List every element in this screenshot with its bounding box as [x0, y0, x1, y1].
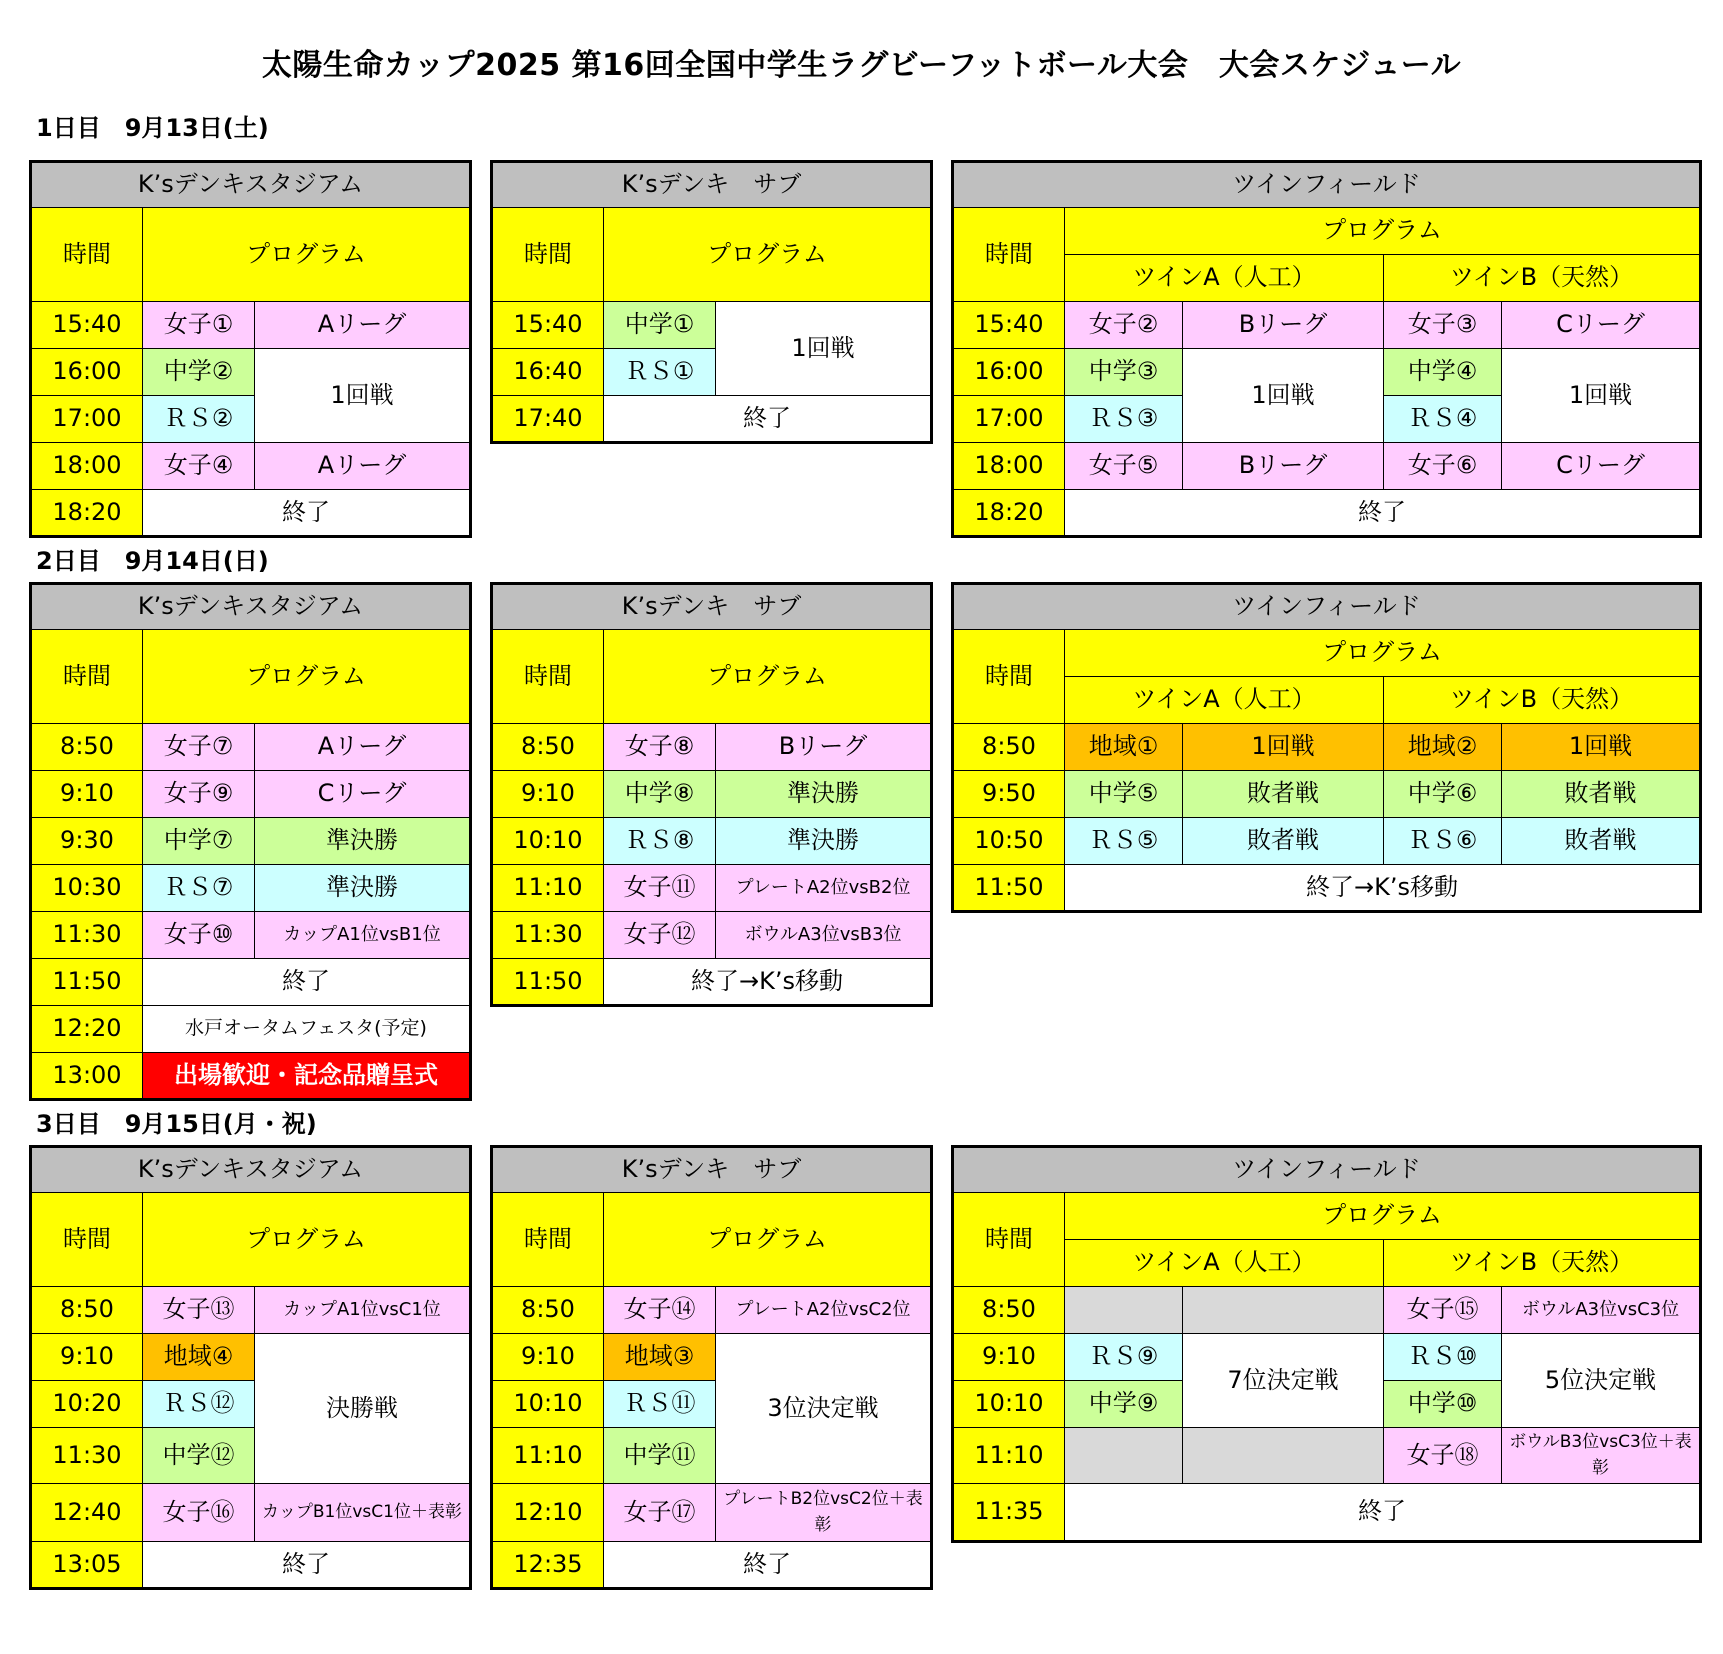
match-id: 女子⑮ — [1384, 1287, 1502, 1334]
match-id: 女子② — [1065, 302, 1183, 349]
time-cell: 18:20 — [31, 490, 143, 537]
match-desc: Cリーグ — [1502, 443, 1701, 490]
match-id: 女子⑯ — [143, 1484, 255, 1542]
time-cell: 15:40 — [31, 302, 143, 349]
match-desc: Bリーグ — [716, 724, 932, 771]
day3-stadium-table — [29, 1145, 472, 1590]
match-id: ＲＳ⑤ — [1065, 818, 1183, 865]
venue-header: K’sデンキ サブ — [492, 1147, 932, 1193]
twin-b-header: ツインB（天然） — [1384, 255, 1701, 302]
time-cell: 11:35 — [953, 1484, 1065, 1542]
match-id: ＲＳ⑧ — [604, 818, 716, 865]
match-desc: ボウルA3位vsB3位 — [716, 912, 932, 959]
time-cell: 18:00 — [31, 443, 143, 490]
match-id: ＲＳ⑪ — [604, 1381, 716, 1428]
time-cell: 16:00 — [31, 349, 143, 396]
end-cell: 終了→K’s移動 — [1065, 865, 1701, 912]
time-header: 時間 — [492, 630, 604, 724]
program-header: プログラム — [604, 630, 932, 724]
match-id: 女子⑱ — [1384, 1428, 1502, 1484]
match-id: ＲＳ⑥ — [1384, 818, 1502, 865]
match-id: 女子④ — [143, 443, 255, 490]
day3-heading: 3日目 9月15日(月・祝) — [36, 1110, 317, 1138]
time-cell: 10:10 — [492, 818, 604, 865]
day2-heading: 2日目 9月14日(日) — [36, 547, 269, 575]
match-id: 中学⑪ — [604, 1428, 716, 1484]
match-id: 地域③ — [604, 1334, 716, 1381]
match-desc: プレートA2位vsC2位 — [716, 1287, 932, 1334]
match-desc: 1回戦 — [255, 349, 471, 443]
match-desc: Aリーグ — [255, 443, 471, 490]
match-id: 中学② — [143, 349, 255, 396]
match-id: 女子⑩ — [143, 912, 255, 959]
match-id: 中学⑧ — [604, 771, 716, 818]
time-cell: 9:10 — [492, 1334, 604, 1381]
match-desc: 敗者戦 — [1183, 818, 1384, 865]
time-cell: 9:10 — [492, 771, 604, 818]
venue-header: K’sデンキスタジアム — [31, 584, 471, 630]
end-cell: 終了 — [143, 1542, 471, 1589]
time-cell: 9:30 — [31, 818, 143, 865]
time-cell: 13:00 — [31, 1053, 143, 1100]
match-desc: プレートA2位vsB2位 — [716, 865, 932, 912]
match-desc: 敗者戦 — [1502, 771, 1701, 818]
day2-twin-table — [951, 582, 1702, 913]
match-id: 中学⑤ — [1065, 771, 1183, 818]
day2-sub-table — [490, 582, 933, 1007]
match-id: 地域① — [1065, 724, 1183, 771]
match-id: 中学③ — [1065, 349, 1183, 396]
match-desc: 3位決定戦 — [716, 1334, 932, 1484]
empty-cell — [1065, 1428, 1183, 1484]
end-cell: 終了→K’s移動 — [604, 959, 932, 1006]
time-header: 時間 — [31, 1193, 143, 1287]
match-desc: カップA1位vsB1位 — [255, 912, 471, 959]
match-desc: Cリーグ — [1502, 302, 1701, 349]
time-cell: 11:50 — [492, 959, 604, 1006]
time-cell: 10:10 — [953, 1381, 1065, 1428]
time-cell: 8:50 — [492, 724, 604, 771]
time-cell: 11:10 — [492, 865, 604, 912]
day1-sub-table — [490, 160, 933, 444]
twin-a-header: ツインA（人工） — [1065, 1240, 1384, 1287]
time-cell: 12:35 — [492, 1542, 604, 1589]
time-cell: 9:10 — [953, 1334, 1065, 1381]
time-cell: 11:10 — [492, 1428, 604, 1484]
time-cell: 11:50 — [31, 959, 143, 1006]
time-cell: 9:10 — [31, 1334, 143, 1381]
time-cell: 8:50 — [953, 1287, 1065, 1334]
day1-heading: 1日目 9月13日(土) — [36, 114, 269, 142]
time-cell: 15:40 — [492, 302, 604, 349]
match-id: ＲＳ⑦ — [143, 865, 255, 912]
time-cell: 10:10 — [492, 1381, 604, 1428]
match-desc: 準決勝 — [255, 818, 471, 865]
time-cell: 8:50 — [953, 724, 1065, 771]
venue-header: K’sデンキ サブ — [492, 162, 932, 208]
match-id: ＲＳ⑨ — [1065, 1334, 1183, 1381]
match-id: ＲＳ⑩ — [1384, 1334, 1502, 1381]
time-cell: 9:10 — [31, 771, 143, 818]
match-id: 女子⑰ — [604, 1484, 716, 1542]
match-id: 女子⑥ — [1384, 443, 1502, 490]
time-header: 時間 — [953, 630, 1065, 724]
twin-a-header: ツインA（人工） — [1065, 677, 1384, 724]
day2-stadium-table — [29, 582, 472, 1101]
match-desc: 敗者戦 — [1183, 771, 1384, 818]
time-cell: 10:20 — [31, 1381, 143, 1428]
time-cell: 12:40 — [31, 1484, 143, 1542]
program-header: プログラム — [1065, 630, 1701, 677]
time-header: 時間 — [953, 208, 1065, 302]
time-cell: 11:30 — [31, 912, 143, 959]
match-desc: 敗者戦 — [1502, 818, 1701, 865]
match-id: 地域④ — [143, 1334, 255, 1381]
time-cell: 18:20 — [953, 490, 1065, 537]
program-header: プログラム — [143, 208, 471, 302]
end-cell: 終了 — [1065, 490, 1701, 537]
match-id: 中学⑫ — [143, 1428, 255, 1484]
match-id: 女子⑪ — [604, 865, 716, 912]
time-cell: 17:40 — [492, 396, 604, 443]
twin-b-header: ツインB（天然） — [1384, 1240, 1701, 1287]
time-header: 時間 — [492, 208, 604, 302]
time-cell: 12:10 — [492, 1484, 604, 1542]
time-cell: 8:50 — [31, 1287, 143, 1334]
match-id: ＲＳ⑫ — [143, 1381, 255, 1428]
time-cell: 10:50 — [953, 818, 1065, 865]
day1-twin-table — [951, 160, 1702, 538]
match-desc: Aリーグ — [255, 724, 471, 771]
program-header: プログラム — [604, 208, 932, 302]
match-id: 女子⑨ — [143, 771, 255, 818]
match-id: 中学⑦ — [143, 818, 255, 865]
match-desc: 準決勝 — [716, 818, 932, 865]
match-desc: Cリーグ — [255, 771, 471, 818]
match-desc: 7位決定戦 — [1183, 1334, 1384, 1428]
end-cell: 終了 — [604, 1542, 932, 1589]
match-desc: Bリーグ — [1183, 302, 1384, 349]
empty-cell — [1183, 1428, 1384, 1484]
match-desc: ボウルA3位vsC3位 — [1502, 1287, 1701, 1334]
time-cell: 8:50 — [31, 724, 143, 771]
program-header: プログラム — [143, 630, 471, 724]
end-cell: 終了 — [143, 490, 471, 537]
match-id: ＲＳ① — [604, 349, 716, 396]
match-desc: 1回戦 — [1502, 349, 1701, 443]
time-cell: 16:00 — [953, 349, 1065, 396]
time-cell: 9:50 — [953, 771, 1065, 818]
time-header: 時間 — [31, 208, 143, 302]
match-id: 中学① — [604, 302, 716, 349]
match-id: 女子⑭ — [604, 1287, 716, 1334]
program-header: プログラム — [604, 1193, 932, 1287]
match-id: 女子⑬ — [143, 1287, 255, 1334]
venue-header: ツインフィールド — [953, 162, 1701, 208]
venue-header: ツインフィールド — [953, 1147, 1701, 1193]
time-cell: 11:30 — [31, 1428, 143, 1484]
time-cell: 17:00 — [953, 396, 1065, 443]
end-cell: 終了 — [1065, 1484, 1701, 1542]
twin-a-header: ツインA（人工） — [1065, 255, 1384, 302]
match-id: 女子⑤ — [1065, 443, 1183, 490]
match-id: ＲＳ④ — [1384, 396, 1502, 443]
match-id: 中学⑨ — [1065, 1381, 1183, 1428]
match-desc: 準決勝 — [716, 771, 932, 818]
match-desc: 5位決定戦 — [1502, 1334, 1701, 1428]
day3-sub-table — [490, 1145, 933, 1590]
time-cell: 13:05 — [31, 1542, 143, 1589]
match-id: ＲＳ② — [143, 396, 255, 443]
match-desc: Bリーグ — [1183, 443, 1384, 490]
match-desc: プレートB2位vsC2位＋表彰 — [716, 1484, 932, 1542]
match-id: 中学⑥ — [1384, 771, 1502, 818]
match-id: ＲＳ③ — [1065, 396, 1183, 443]
empty-cell — [1065, 1287, 1183, 1334]
match-id: 女子③ — [1384, 302, 1502, 349]
time-cell: 11:30 — [492, 912, 604, 959]
time-header: 時間 — [953, 1193, 1065, 1287]
match-desc: カップB1位vsC1位＋表彰 — [255, 1484, 471, 1542]
end-cell: 終了 — [604, 396, 932, 443]
match-id: 女子⑫ — [604, 912, 716, 959]
time-cell: 15:40 — [953, 302, 1065, 349]
match-id: 地域② — [1384, 724, 1502, 771]
match-desc: 準決勝 — [255, 865, 471, 912]
time-cell: 11:10 — [953, 1428, 1065, 1484]
time-header: 時間 — [31, 630, 143, 724]
time-cell: 18:00 — [953, 443, 1065, 490]
match-id: 中学④ — [1384, 349, 1502, 396]
event-cell: 水戸オータムフェスタ(予定) — [143, 1006, 471, 1053]
empty-cell — [1183, 1287, 1384, 1334]
match-id: 女子⑦ — [143, 724, 255, 771]
match-desc: ボウルB3位vsC3位＋表彰 — [1502, 1428, 1701, 1484]
program-header: プログラム — [1065, 208, 1701, 255]
end-cell: 終了 — [143, 959, 471, 1006]
match-desc: 1回戦 — [716, 302, 932, 396]
venue-header: K’sデンキスタジアム — [31, 1147, 471, 1193]
day1-stadium-table — [29, 160, 472, 538]
venue-header: K’sデンキスタジアム — [31, 162, 471, 208]
match-desc: Aリーグ — [255, 302, 471, 349]
match-desc: 1回戦 — [1183, 724, 1384, 771]
match-id: 女子① — [143, 302, 255, 349]
match-id: 中学⑩ — [1384, 1381, 1502, 1428]
time-cell: 12:20 — [31, 1006, 143, 1053]
time-cell: 17:00 — [31, 396, 143, 443]
venue-header: ツインフィールド — [953, 584, 1701, 630]
match-desc: カップA1位vsC1位 — [255, 1287, 471, 1334]
time-cell: 8:50 — [492, 1287, 604, 1334]
match-id: 女子⑧ — [604, 724, 716, 771]
program-header: プログラム — [143, 1193, 471, 1287]
ceremony-cell: 出場歓迎・記念品贈呈式 — [143, 1053, 471, 1100]
time-cell: 10:30 — [31, 865, 143, 912]
twin-b-header: ツインB（天然） — [1384, 677, 1701, 724]
time-cell: 16:40 — [492, 349, 604, 396]
time-header: 時間 — [492, 1193, 604, 1287]
match-desc: 1回戦 — [1183, 349, 1384, 443]
match-desc: 1回戦 — [1502, 724, 1701, 771]
day3-twin-table — [951, 1145, 1702, 1543]
time-cell: 11:50 — [953, 865, 1065, 912]
venue-header: K’sデンキ サブ — [492, 584, 932, 630]
program-header: プログラム — [1065, 1193, 1701, 1240]
match-desc: 決勝戦 — [255, 1334, 471, 1484]
page-title: 太陽生命カップ2025 第16回全国中学生ラグビーフットボール大会 大会スケジュール — [261, 48, 1462, 83]
